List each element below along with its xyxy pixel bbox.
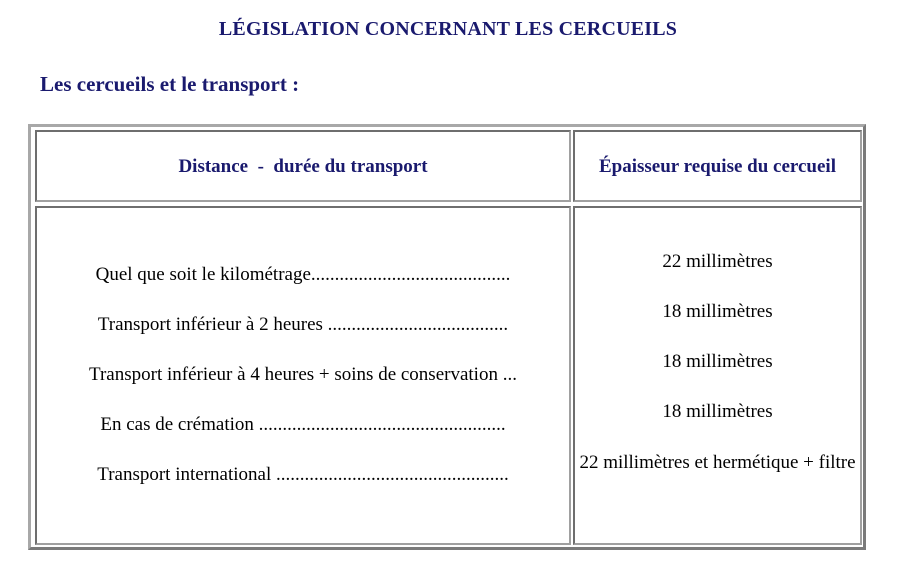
row-value-international: 22 millimètres et hermétique + filtre — [579, 452, 856, 473]
body-cell-distances — [35, 206, 571, 545]
row-value-under-2-hours: 18 millimètres — [662, 301, 773, 322]
row-label-under-2-hours: Transport inférieur à 2 heures ...................................... — [97, 314, 509, 335]
row-label-cremation: En cas de crémation .................................................... — [100, 414, 506, 435]
row-label-under-4-hours: Transport inférieur à 4 heures + soins de conservation ... — [89, 364, 517, 385]
row-value-cremation: 18 millimètres — [662, 401, 773, 422]
row-value-any-distance: 22 millimètres — [662, 251, 773, 272]
page-title: LÉGISLATION CONCERNANT LES CERCUEILS — [218, 18, 678, 40]
row-value-under-4-hours: 18 millimètres — [662, 351, 773, 372]
row-label-any-distance: Quel que soit le kilométrage.......................................... — [95, 264, 511, 285]
header-thickness-label: Épaisseur requise du cercueil — [599, 156, 836, 177]
section-title: Les cercueils et le transport : — [40, 72, 300, 96]
row-label-international: Transport international ................................................. — [97, 464, 509, 485]
header-cell-distance — [35, 130, 571, 202]
coffin-requirements-table — [28, 124, 866, 550]
header-cell-thickness — [573, 130, 862, 202]
header-distance-label: Distance - durée du transport — [178, 156, 428, 177]
body-cell-thicknesses — [573, 206, 862, 545]
